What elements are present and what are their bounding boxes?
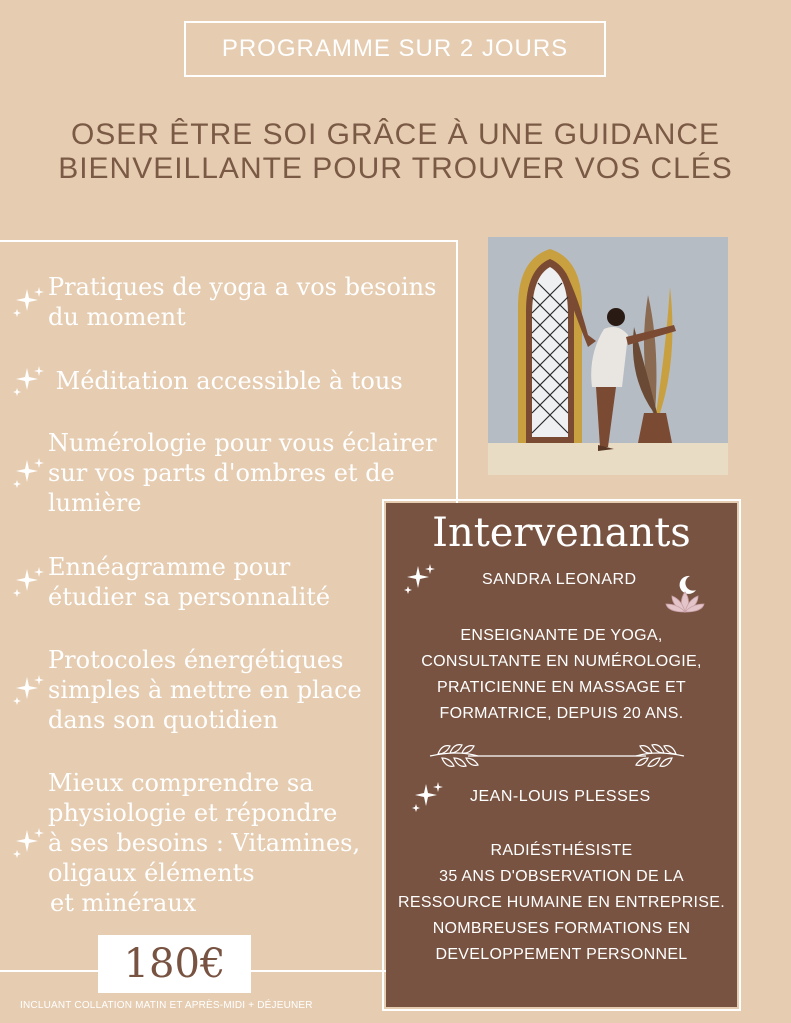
subtitle-line-1: OSER ÊTRE SOI GRÂCE À UNE GUIDANCE bbox=[70, 118, 721, 151]
price-note: INCLUANT COLLATION MATIN ET APRÈS-MIDI + DÉJEUNER bbox=[20, 1000, 313, 1011]
item-protocoles-line-3: dans son quotidien bbox=[48, 706, 279, 734]
lotus-moon-icon bbox=[664, 572, 706, 620]
item-meditation-line-1: Méditation accessible à tous bbox=[48, 367, 403, 395]
program-duration-box bbox=[184, 21, 606, 77]
subtitle-line-2: BIENVEILLANTE POUR TROUVER VOS CLÉS bbox=[58, 152, 733, 185]
person2-desc-line-2: 35 ANS D'OBSERVATION DE LA bbox=[439, 868, 684, 885]
person2-description bbox=[386, 838, 737, 968]
list-item-meditation bbox=[10, 366, 450, 396]
person1-name: SANDRA LEONARD bbox=[482, 571, 637, 588]
yoga-illustration bbox=[488, 237, 728, 475]
person1-desc-line-1: ENSEIGNANTE DE YOGA, bbox=[460, 627, 663, 644]
item-numerologie-line-3: lumière bbox=[48, 489, 142, 517]
person1-desc-line-2: CONSULTANTE EN NUMÉROLOGIE, bbox=[421, 653, 702, 670]
item-yoga-line-1: Pratiques de yoga a vos besoins bbox=[48, 273, 437, 301]
person2-desc-line-4: NOMBREUSES FORMATIONS EN bbox=[432, 920, 691, 937]
item-protocoles-line-2: simples à mettre en place bbox=[48, 676, 362, 704]
program-duration: PROGRAMME SUR 2 JOURS bbox=[221, 35, 569, 62]
item-numerologie-line-1: Numérologie pour vous éclairer bbox=[48, 429, 437, 457]
sparkle-icon bbox=[412, 782, 444, 816]
laurel-divider-icon bbox=[428, 736, 686, 780]
person1-description bbox=[386, 623, 737, 727]
item-enneagramme-line-1: Ennéagramme pour bbox=[48, 553, 291, 581]
person2-desc-line-1: RADIÉSTHÉSISTE bbox=[490, 842, 633, 859]
person1-desc-line-3: PRATICIENNE EN MASSAGE ET bbox=[436, 679, 687, 696]
item-physiologie-line-3: à ses besoins : Vitamines, bbox=[48, 829, 361, 857]
subtitle bbox=[40, 118, 751, 186]
person2-desc-line-5: DEVELOPPEMENT PERSONNEL bbox=[435, 946, 688, 963]
item-numerologie-line-2: sur vos parts d'ombres et de bbox=[48, 459, 395, 487]
item-physiologie-line-5: et minéraux bbox=[50, 889, 197, 917]
item-enneagramme-line-2: étudier sa personnalité bbox=[48, 583, 331, 611]
price-value: 180€ bbox=[123, 941, 226, 987]
intervenants-title: Intervenants bbox=[432, 510, 691, 556]
item-physiologie-line-2: physiologie et répondre bbox=[48, 799, 338, 827]
sparkle-icon bbox=[10, 458, 48, 488]
sparkle-icon bbox=[10, 828, 48, 858]
item-physiologie-line-4: oligaux éléments bbox=[48, 859, 255, 887]
item-physiologie-line-1: Mieux comprendre sa bbox=[48, 769, 314, 797]
item-protocoles-line-1: Protocoles énergétiques bbox=[48, 646, 344, 674]
person1-desc-line-4: FORMATRICE, DEPUIS 20 ANS. bbox=[439, 705, 684, 722]
sparkle-icon bbox=[10, 675, 48, 705]
sparkle-icon bbox=[10, 567, 48, 597]
item-yoga-line-2: du moment bbox=[48, 303, 186, 331]
list-item-yoga bbox=[10, 272, 450, 332]
price-box bbox=[98, 935, 251, 993]
person2-name: JEAN-LOUIS PLESSES bbox=[470, 788, 651, 805]
sparkle-icon bbox=[10, 366, 48, 396]
sparkle-icon bbox=[10, 287, 48, 317]
person2-desc-line-3: RESSOURCE HUMAINE EN ENTREPRISE. bbox=[398, 894, 725, 911]
sparkle-icon bbox=[404, 564, 436, 598]
